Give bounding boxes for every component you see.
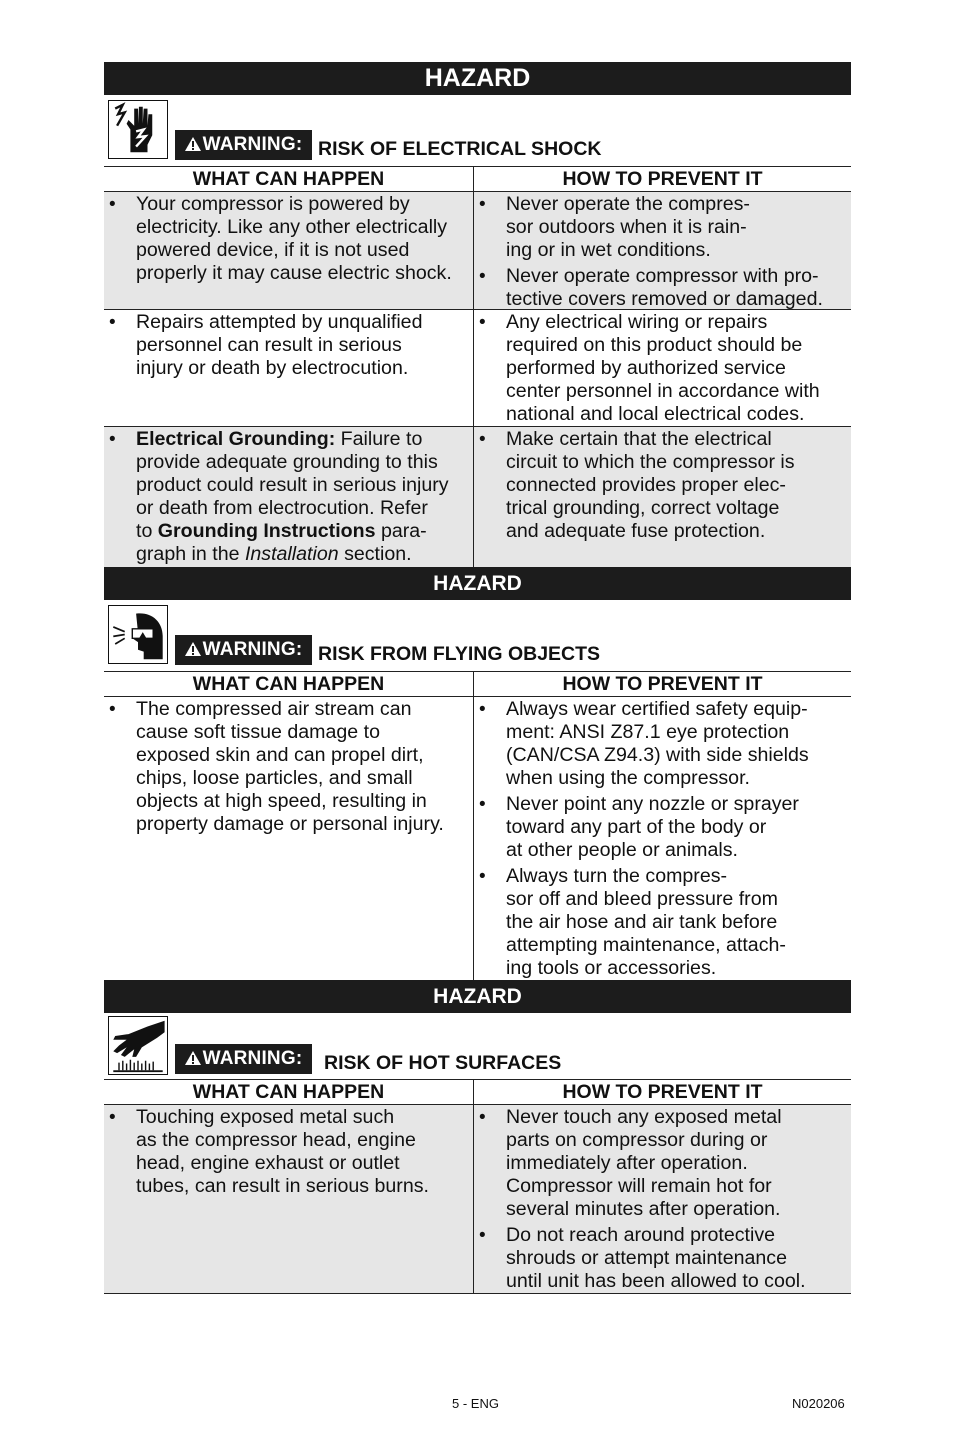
list-item: • The compressed air stream can cause soft tissue damage to exposed skin and can propel dirt, chips, loose particles, and small objects at high speed, resulting in property damage or personal injury. [104,698,473,836]
list-item: • Never operate compressor with pro- tective covers removed or damaged. [474,265,851,311]
document-code: N020206 [792,1396,845,1411]
column-headers [104,1080,851,1105]
page-number: 5 - ENG [452,1396,499,1411]
list-item: • Always turn the compres- sor off and bleed pressure from the air hose and air tank before attempting maintenance, attach- ing tools or accessories. [474,865,851,980]
risk-title: RISK OF ELECTRICAL SHOCK [318,138,602,160]
list-item: • Never touch any exposed metal parts on compressor during or immediately after operation. Compressor will remain hot for several minutes after operation. [474,1106,851,1221]
hazard-banner: HAZARD [104,980,851,1013]
warning-badge: WARNING: [175,130,312,160]
what-can-happen-header: WHAT CAN HAPPEN [104,1080,474,1104]
hazard-banner: HAZARD [104,567,851,600]
warning-triangle-icon [185,636,201,666]
list-item: • Do not reach around protective shrouds or attempt maintenance until unit has been allowed to cool. [474,1224,851,1293]
column-headers [104,672,851,697]
list-item: • Never point any nozzle or sprayer toward any part of the body or at other people or animals. [474,793,851,862]
hazard-banner: HAZARD [104,62,851,95]
table-row [104,192,851,310]
table-row [104,427,851,567]
risk-title: RISK FROM FLYING OBJECTS [318,643,601,665]
list-item: • Make certain that the electrical circuit to which the compressor is connected provides proper elec- trical grounding, correct voltage and adequate fuse protection. [474,428,851,543]
hot-surface-hand-icon [108,1016,168,1075]
list-item: • Touching exposed metal such as the compressor head, engine head, engine exhaust or outlet tubes, can result in serious burns. [104,1106,473,1198]
electric-shock-hand-icon [108,100,168,159]
warning-badge: WARNING: [175,635,312,665]
list-item: • Electrical Grounding: Failure to provide adequate grounding to this product could result in serious injury or death from electrocution. Refer to Grounding Instructions para- graph in the Installation section. [104,428,473,566]
warning-triangle-icon [185,1045,201,1075]
how-to-prevent-header: HOW TO PREVENT IT [562,168,763,190]
warning-header [104,600,851,672]
column-headers [104,167,851,192]
how-to-prevent-header: HOW TO PREVENT IT [562,673,763,695]
hazard-document [104,62,851,1294]
table-row [104,1105,851,1294]
what-can-happen-header: WHAT CAN HAPPEN [104,167,474,191]
warning-badge: WARNING: [175,1044,312,1074]
risk-title: RISK OF HOT SURFACES [324,1052,562,1074]
warning-triangle-icon [185,131,201,161]
list-item: • Never operate the compres- sor outdoors when it is rain- ing or in wet conditions. [474,193,851,262]
list-item: • Always wear certified safety equip- ment: ANSI Z87.1 eye protection (CAN/CSA Z94.3) with side shields when using the compressor. [474,698,851,790]
list-item: • Any electrical wiring or repairs required on this product should be performed by authorized service center personnel in accordance with national and local electrical codes. [474,311,851,426]
warning-header [104,95,851,167]
list-item: • Your compressor is powered by electricity. Like any other electrically powered device, if it is not used properly it may cause electric shock. [104,193,473,285]
list-item: • Repairs attempted by unqualified personnel can result in serious injury or death by electrocution. [104,311,473,380]
how-to-prevent-header: HOW TO PREVENT IT [562,1081,763,1103]
table-row [104,310,851,427]
safety-goggles-head-icon [108,605,168,664]
table-row [104,697,851,980]
what-can-happen-header: WHAT CAN HAPPEN [104,672,474,696]
warning-header [104,1013,851,1080]
